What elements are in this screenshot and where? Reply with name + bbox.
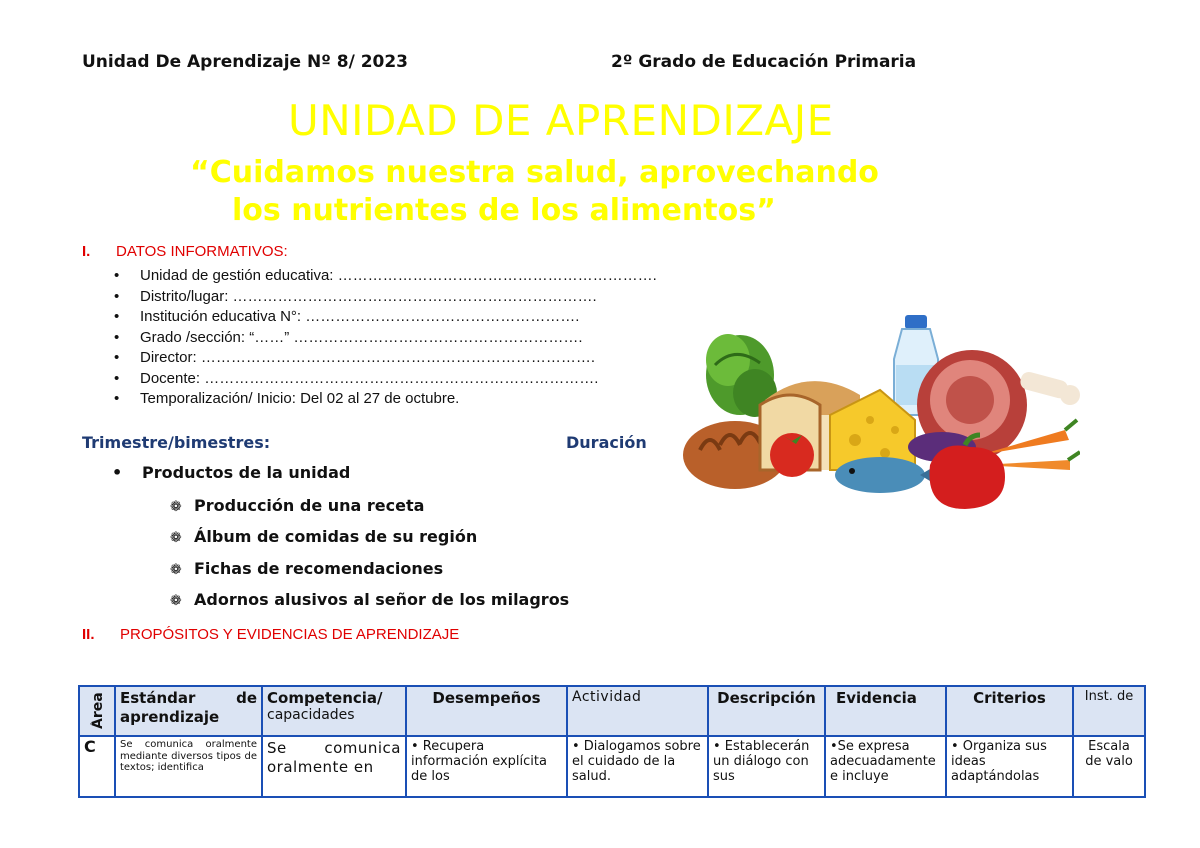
col-header-descripcion: Descripción: [708, 686, 825, 736]
section-number: II.: [82, 626, 95, 643]
cell-descripcion: • Establecerán un diálogo con sus: [708, 736, 825, 797]
cell-actividad: • Dialogamos sobre el cuidado de la salud.: [567, 736, 708, 797]
table-row: [79, 736, 1145, 797]
col-header-actividad: Actividad: [567, 686, 708, 736]
section-number: I.: [82, 243, 91, 260]
col-header-criterios: Criterios: [946, 686, 1073, 736]
list-item: • Unidad de gestión educativa: ……………………………………………………….: [112, 266, 657, 287]
tomato-icon: [770, 433, 814, 477]
col-header-estandar: Estándar de aprendizaje: [115, 686, 262, 736]
section-heading-1: [82, 243, 288, 260]
section-title: PROPÓSITOS Y EVIDENCIAS DE APRENDIZAJE: [120, 626, 460, 643]
gear-bullet-icon: ❁: [170, 562, 182, 578]
header-grade: 2º Grado de Educación Primaria: [611, 52, 917, 72]
list-item: • Director: …………………………………………………………………….: [112, 348, 657, 369]
gear-bullet-icon: ❁: [170, 530, 182, 546]
list-item: • Temporalización/ Inicio: Del 02 al 27 de octubre.: [112, 389, 657, 410]
info-list: [112, 266, 657, 410]
col-header-area: Área: [79, 686, 115, 736]
list-item: • Docente: …………………………………………………………………….: [112, 369, 657, 390]
producto-item: ❁ Fichas de recomendaciones: [170, 559, 444, 578]
page-title: UNIDAD DE APRENDIZAJE: [288, 96, 834, 145]
gear-bullet-icon: ❁: [170, 499, 182, 515]
purpose-table: [78, 685, 1146, 798]
cell-inst: Escala de valo: [1073, 736, 1145, 797]
cell-competencia: Se comunica oralmente en: [262, 736, 406, 797]
cell-desempenos: • Recupera información explícita de los: [406, 736, 567, 797]
cell-criterios: • Organiza sus ideas adaptándolas: [946, 736, 1073, 797]
producto-item: ❁ Álbum de comidas de su región: [170, 527, 478, 546]
col-header-inst: Inst. de: [1073, 686, 1145, 736]
table-header-row: [79, 686, 1145, 736]
list-item: • Distrito/lugar: ……………………………………………………………….: [112, 287, 657, 308]
subtitle-line-2: los nutrientes de los alimentos”: [232, 193, 776, 228]
cell-estandar: Se comunica oralmente mediante diversos tipos de textos; identifica: [115, 736, 262, 797]
list-item: • Institución educativa N°: ……………………………………………….: [112, 307, 657, 328]
duracion-label: Duración: [566, 433, 647, 452]
list-item: • Grado /sección: “……” ………………………………………………….: [112, 328, 657, 349]
cell-evidencia: •Se expresa adecuadamente e incluye: [825, 736, 946, 797]
producto-item: ❁ Producción de una receta: [170, 496, 425, 515]
section-title: DATOS INFORMATIVOS:: [116, 243, 288, 260]
section-heading-2: [82, 626, 459, 643]
col-header-competencia: Competencia/ capacidades: [262, 686, 406, 736]
subtitle-line-1: “Cuidamos nuestra salud, aprovechando: [190, 155, 879, 190]
cell-area: C: [79, 736, 115, 797]
food-illustration: [680, 305, 1080, 515]
trimestre-label: Trimestre/bimestres:: [82, 433, 271, 452]
producto-item: ❁ Adornos alusivos al señor de los milagros: [170, 590, 570, 609]
header-unit: Unidad De Aprendizaje Nº 8/ 2023: [82, 52, 409, 72]
col-header-evidencia: Evidencia: [825, 686, 946, 736]
gear-bullet-icon: ❁: [170, 593, 182, 609]
col-header-desempenos: Desempeños: [406, 686, 567, 736]
page-subtitle: [190, 154, 879, 230]
productos-heading: • Productos de la unidad: [112, 463, 350, 482]
